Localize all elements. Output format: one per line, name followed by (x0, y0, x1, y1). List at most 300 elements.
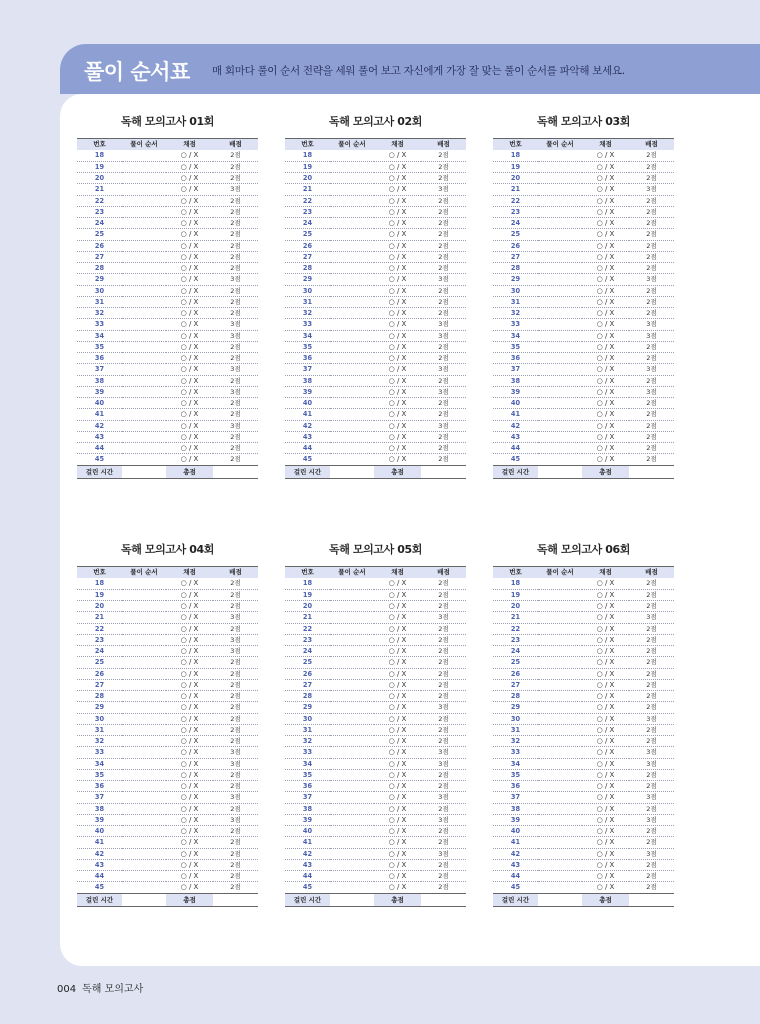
grading-cell[interactable]: ○ / X (374, 251, 421, 262)
order-cell[interactable] (330, 184, 374, 195)
order-cell[interactable] (122, 702, 166, 713)
order-cell[interactable] (330, 713, 374, 724)
grading-cell[interactable]: ○ / X (374, 308, 421, 319)
order-cell[interactable] (122, 454, 166, 465)
order-cell[interactable] (330, 229, 374, 240)
order-cell[interactable] (122, 420, 166, 431)
grading-cell[interactable]: ○ / X (166, 353, 213, 364)
grading-cell[interactable]: ○ / X (582, 375, 629, 386)
time-cell[interactable] (538, 465, 582, 478)
order-cell[interactable] (538, 240, 582, 251)
grading-cell[interactable]: ○ / X (374, 589, 421, 600)
order-cell[interactable] (122, 161, 166, 172)
grading-cell[interactable]: ○ / X (166, 206, 213, 217)
order-cell[interactable] (330, 848, 374, 859)
order-cell[interactable] (538, 747, 582, 758)
grading-cell[interactable]: ○ / X (374, 274, 421, 285)
order-cell[interactable] (330, 161, 374, 172)
order-cell[interactable] (122, 285, 166, 296)
grading-cell[interactable]: ○ / X (582, 747, 629, 758)
order-cell[interactable] (122, 319, 166, 330)
order-cell[interactable] (122, 308, 166, 319)
order-cell[interactable] (122, 859, 166, 870)
order-cell[interactable] (122, 589, 166, 600)
grading-cell[interactable]: ○ / X (582, 882, 629, 893)
total-cell[interactable] (629, 893, 674, 906)
grading-cell[interactable]: ○ / X (166, 409, 213, 420)
grading-cell[interactable]: ○ / X (166, 724, 213, 735)
order-cell[interactable] (538, 859, 582, 870)
order-cell[interactable] (122, 386, 166, 397)
grading-cell[interactable]: ○ / X (582, 353, 629, 364)
order-cell[interactable] (122, 623, 166, 634)
order-cell[interactable] (330, 646, 374, 657)
grading-cell[interactable]: ○ / X (582, 781, 629, 792)
order-cell[interactable] (122, 218, 166, 229)
grading-cell[interactable]: ○ / X (374, 679, 421, 690)
grading-cell[interactable]: ○ / X (166, 634, 213, 645)
grading-cell[interactable]: ○ / X (582, 623, 629, 634)
order-cell[interactable] (538, 398, 582, 409)
grading-cell[interactable]: ○ / X (166, 826, 213, 837)
order-cell[interactable] (330, 679, 374, 690)
grading-cell[interactable]: ○ / X (582, 285, 629, 296)
order-cell[interactable] (330, 364, 374, 375)
grading-cell[interactable]: ○ / X (374, 758, 421, 769)
grading-cell[interactable]: ○ / X (166, 431, 213, 442)
grading-cell[interactable]: ○ / X (166, 814, 213, 825)
order-cell[interactable] (538, 792, 582, 803)
order-cell[interactable] (330, 319, 374, 330)
grading-cell[interactable]: ○ / X (582, 443, 629, 454)
order-cell[interactable] (122, 691, 166, 702)
grading-cell[interactable]: ○ / X (374, 150, 421, 161)
grading-cell[interactable]: ○ / X (582, 420, 629, 431)
order-cell[interactable] (538, 848, 582, 859)
order-cell[interactable] (330, 375, 374, 386)
grading-cell[interactable]: ○ / X (166, 679, 213, 690)
grading-cell[interactable]: ○ / X (166, 420, 213, 431)
grading-cell[interactable]: ○ / X (374, 657, 421, 668)
grading-cell[interactable]: ○ / X (374, 229, 421, 240)
order-cell[interactable] (330, 330, 374, 341)
order-cell[interactable] (122, 668, 166, 679)
grading-cell[interactable]: ○ / X (166, 218, 213, 229)
order-cell[interactable] (538, 330, 582, 341)
grading-cell[interactable]: ○ / X (582, 657, 629, 668)
order-cell[interactable] (122, 443, 166, 454)
grading-cell[interactable]: ○ / X (166, 161, 213, 172)
grading-cell[interactable]: ○ / X (374, 837, 421, 848)
grading-cell[interactable]: ○ / X (166, 341, 213, 352)
total-cell[interactable] (213, 893, 258, 906)
grading-cell[interactable]: ○ / X (374, 668, 421, 679)
grading-cell[interactable]: ○ / X (582, 758, 629, 769)
grading-cell[interactable]: ○ / X (166, 758, 213, 769)
order-cell[interactable] (538, 691, 582, 702)
grading-cell[interactable]: ○ / X (582, 454, 629, 465)
order-cell[interactable] (122, 184, 166, 195)
order-cell[interactable] (122, 240, 166, 251)
order-cell[interactable] (122, 747, 166, 758)
order-cell[interactable] (122, 341, 166, 352)
grading-cell[interactable]: ○ / X (374, 646, 421, 657)
order-cell[interactable] (122, 837, 166, 848)
grading-cell[interactable]: ○ / X (582, 578, 629, 589)
grading-cell[interactable]: ○ / X (582, 713, 629, 724)
grading-cell[interactable]: ○ / X (166, 150, 213, 161)
grading-cell[interactable]: ○ / X (582, 814, 629, 825)
order-cell[interactable] (330, 263, 374, 274)
time-cell[interactable] (330, 465, 374, 478)
time-cell[interactable] (122, 465, 166, 478)
order-cell[interactable] (538, 826, 582, 837)
order-cell[interactable] (330, 398, 374, 409)
total-cell[interactable] (421, 893, 466, 906)
order-cell[interactable] (330, 274, 374, 285)
order-cell[interactable] (330, 589, 374, 600)
order-cell[interactable] (538, 263, 582, 274)
grading-cell[interactable]: ○ / X (374, 341, 421, 352)
order-cell[interactable] (538, 803, 582, 814)
total-cell[interactable] (421, 465, 466, 478)
grading-cell[interactable]: ○ / X (374, 713, 421, 724)
order-cell[interactable] (330, 657, 374, 668)
grading-cell[interactable]: ○ / X (582, 736, 629, 747)
grading-cell[interactable]: ○ / X (582, 612, 629, 623)
order-cell[interactable] (122, 758, 166, 769)
order-cell[interactable] (538, 646, 582, 657)
grading-cell[interactable]: ○ / X (374, 826, 421, 837)
grading-cell[interactable]: ○ / X (166, 386, 213, 397)
order-cell[interactable] (330, 859, 374, 870)
order-cell[interactable] (122, 375, 166, 386)
order-cell[interactable] (538, 251, 582, 262)
grading-cell[interactable]: ○ / X (374, 195, 421, 206)
order-cell[interactable] (330, 578, 374, 589)
grading-cell[interactable]: ○ / X (374, 454, 421, 465)
order-cell[interactable] (538, 623, 582, 634)
order-cell[interactable] (330, 218, 374, 229)
order-cell[interactable] (122, 601, 166, 612)
order-cell[interactable] (538, 668, 582, 679)
order-cell[interactable] (330, 341, 374, 352)
order-cell[interactable] (122, 274, 166, 285)
order-cell[interactable] (330, 386, 374, 397)
order-cell[interactable] (538, 308, 582, 319)
order-cell[interactable] (538, 713, 582, 724)
grading-cell[interactable]: ○ / X (166, 319, 213, 330)
grading-cell[interactable]: ○ / X (374, 218, 421, 229)
grading-cell[interactable]: ○ / X (374, 386, 421, 397)
order-cell[interactable] (538, 837, 582, 848)
grading-cell[interactable]: ○ / X (374, 859, 421, 870)
grading-cell[interactable]: ○ / X (374, 330, 421, 341)
order-cell[interactable] (122, 353, 166, 364)
grading-cell[interactable]: ○ / X (166, 691, 213, 702)
order-cell[interactable] (330, 837, 374, 848)
grading-cell[interactable]: ○ / X (374, 612, 421, 623)
grading-cell[interactable]: ○ / X (166, 747, 213, 758)
grading-cell[interactable]: ○ / X (374, 296, 421, 307)
grading-cell[interactable]: ○ / X (582, 274, 629, 285)
order-cell[interactable] (538, 285, 582, 296)
order-cell[interactable] (122, 736, 166, 747)
grading-cell[interactable]: ○ / X (166, 173, 213, 184)
grading-cell[interactable]: ○ / X (582, 296, 629, 307)
order-cell[interactable] (122, 769, 166, 780)
grading-cell[interactable]: ○ / X (166, 612, 213, 623)
order-cell[interactable] (122, 195, 166, 206)
grading-cell[interactable]: ○ / X (166, 882, 213, 893)
order-cell[interactable] (122, 781, 166, 792)
order-cell[interactable] (330, 431, 374, 442)
order-cell[interactable] (122, 814, 166, 825)
grading-cell[interactable]: ○ / X (582, 859, 629, 870)
grading-cell[interactable]: ○ / X (374, 319, 421, 330)
order-cell[interactable] (330, 691, 374, 702)
order-cell[interactable] (122, 364, 166, 375)
grading-cell[interactable]: ○ / X (582, 646, 629, 657)
grading-cell[interactable]: ○ / X (582, 702, 629, 713)
order-cell[interactable] (122, 409, 166, 420)
grading-cell[interactable]: ○ / X (374, 206, 421, 217)
grading-cell[interactable]: ○ / X (582, 263, 629, 274)
order-cell[interactable] (122, 871, 166, 882)
grading-cell[interactable]: ○ / X (582, 589, 629, 600)
grading-cell[interactable]: ○ / X (582, 218, 629, 229)
grading-cell[interactable]: ○ / X (166, 792, 213, 803)
order-cell[interactable] (122, 634, 166, 645)
order-cell[interactable] (330, 668, 374, 679)
order-cell[interactable] (122, 679, 166, 690)
grading-cell[interactable]: ○ / X (582, 792, 629, 803)
grading-cell[interactable]: ○ / X (582, 386, 629, 397)
order-cell[interactable] (122, 206, 166, 217)
grading-cell[interactable]: ○ / X (374, 398, 421, 409)
order-cell[interactable] (330, 612, 374, 623)
grading-cell[interactable]: ○ / X (582, 240, 629, 251)
order-cell[interactable] (330, 409, 374, 420)
order-cell[interactable] (538, 758, 582, 769)
grading-cell[interactable]: ○ / X (166, 713, 213, 724)
order-cell[interactable] (330, 173, 374, 184)
grading-cell[interactable]: ○ / X (374, 353, 421, 364)
order-cell[interactable] (330, 308, 374, 319)
grading-cell[interactable]: ○ / X (166, 375, 213, 386)
order-cell[interactable] (122, 578, 166, 589)
grading-cell[interactable]: ○ / X (374, 871, 421, 882)
order-cell[interactable] (330, 702, 374, 713)
grading-cell[interactable]: ○ / X (166, 229, 213, 240)
order-cell[interactable] (330, 623, 374, 634)
order-cell[interactable] (330, 251, 374, 262)
order-cell[interactable] (330, 285, 374, 296)
grading-cell[interactable]: ○ / X (582, 826, 629, 837)
order-cell[interactable] (538, 871, 582, 882)
grading-cell[interactable]: ○ / X (166, 668, 213, 679)
order-cell[interactable] (538, 736, 582, 747)
grading-cell[interactable]: ○ / X (166, 364, 213, 375)
order-cell[interactable] (122, 792, 166, 803)
grading-cell[interactable]: ○ / X (166, 251, 213, 262)
grading-cell[interactable]: ○ / X (582, 871, 629, 882)
grading-cell[interactable]: ○ / X (166, 646, 213, 657)
grading-cell[interactable]: ○ / X (166, 589, 213, 600)
order-cell[interactable] (538, 578, 582, 589)
grading-cell[interactable]: ○ / X (374, 882, 421, 893)
order-cell[interactable] (538, 769, 582, 780)
grading-cell[interactable]: ○ / X (582, 330, 629, 341)
order-cell[interactable] (538, 218, 582, 229)
grading-cell[interactable]: ○ / X (374, 702, 421, 713)
grading-cell[interactable]: ○ / X (582, 195, 629, 206)
grading-cell[interactable]: ○ / X (374, 173, 421, 184)
grading-cell[interactable]: ○ / X (166, 195, 213, 206)
grading-cell[interactable]: ○ / X (166, 296, 213, 307)
grading-cell[interactable]: ○ / X (166, 803, 213, 814)
order-cell[interactable] (330, 814, 374, 825)
order-cell[interactable] (122, 251, 166, 262)
order-cell[interactable] (538, 657, 582, 668)
grading-cell[interactable]: ○ / X (374, 724, 421, 735)
grading-cell[interactable]: ○ / X (582, 341, 629, 352)
order-cell[interactable] (122, 713, 166, 724)
order-cell[interactable] (122, 612, 166, 623)
grading-cell[interactable]: ○ / X (582, 848, 629, 859)
total-cell[interactable] (213, 465, 258, 478)
order-cell[interactable] (330, 443, 374, 454)
grading-cell[interactable]: ○ / X (582, 161, 629, 172)
order-cell[interactable] (330, 758, 374, 769)
grading-cell[interactable]: ○ / X (374, 792, 421, 803)
grading-cell[interactable]: ○ / X (582, 769, 629, 780)
order-cell[interactable] (538, 206, 582, 217)
order-cell[interactable] (122, 296, 166, 307)
order-cell[interactable] (330, 454, 374, 465)
grading-cell[interactable]: ○ / X (166, 443, 213, 454)
order-cell[interactable] (538, 679, 582, 690)
grading-cell[interactable]: ○ / X (374, 375, 421, 386)
order-cell[interactable] (538, 229, 582, 240)
grading-cell[interactable]: ○ / X (374, 578, 421, 589)
grading-cell[interactable]: ○ / X (374, 364, 421, 375)
order-cell[interactable] (538, 601, 582, 612)
order-cell[interactable] (330, 882, 374, 893)
grading-cell[interactable]: ○ / X (374, 814, 421, 825)
total-cell[interactable] (629, 465, 674, 478)
grading-cell[interactable]: ○ / X (582, 431, 629, 442)
order-cell[interactable] (330, 420, 374, 431)
order-cell[interactable] (330, 240, 374, 251)
order-cell[interactable] (538, 274, 582, 285)
order-cell[interactable] (122, 826, 166, 837)
order-cell[interactable] (330, 601, 374, 612)
grading-cell[interactable]: ○ / X (374, 848, 421, 859)
grading-cell[interactable]: ○ / X (374, 623, 421, 634)
order-cell[interactable] (330, 871, 374, 882)
grading-cell[interactable]: ○ / X (374, 431, 421, 442)
order-cell[interactable] (122, 398, 166, 409)
grading-cell[interactable]: ○ / X (374, 420, 421, 431)
order-cell[interactable] (122, 848, 166, 859)
order-cell[interactable] (538, 420, 582, 431)
order-cell[interactable] (538, 702, 582, 713)
grading-cell[interactable]: ○ / X (582, 724, 629, 735)
order-cell[interactable] (122, 229, 166, 240)
order-cell[interactable] (122, 724, 166, 735)
order-cell[interactable] (538, 195, 582, 206)
time-cell[interactable] (330, 893, 374, 906)
grading-cell[interactable]: ○ / X (582, 803, 629, 814)
grading-cell[interactable]: ○ / X (166, 657, 213, 668)
grading-cell[interactable]: ○ / X (374, 184, 421, 195)
grading-cell[interactable]: ○ / X (374, 634, 421, 645)
order-cell[interactable] (122, 657, 166, 668)
order-cell[interactable] (538, 634, 582, 645)
order-cell[interactable] (330, 195, 374, 206)
grading-cell[interactable]: ○ / X (582, 634, 629, 645)
grading-cell[interactable]: ○ / X (166, 859, 213, 870)
grading-cell[interactable]: ○ / X (582, 691, 629, 702)
grading-cell[interactable]: ○ / X (582, 364, 629, 375)
grading-cell[interactable]: ○ / X (166, 848, 213, 859)
order-cell[interactable] (122, 882, 166, 893)
grading-cell[interactable]: ○ / X (582, 601, 629, 612)
grading-cell[interactable]: ○ / X (582, 668, 629, 679)
grading-cell[interactable]: ○ / X (582, 206, 629, 217)
grading-cell[interactable]: ○ / X (582, 409, 629, 420)
order-cell[interactable] (538, 443, 582, 454)
order-cell[interactable] (330, 150, 374, 161)
order-cell[interactable] (330, 353, 374, 364)
grading-cell[interactable]: ○ / X (166, 308, 213, 319)
order-cell[interactable] (538, 781, 582, 792)
grading-cell[interactable]: ○ / X (582, 398, 629, 409)
order-cell[interactable] (538, 364, 582, 375)
grading-cell[interactable]: ○ / X (166, 240, 213, 251)
grading-cell[interactable]: ○ / X (374, 691, 421, 702)
grading-cell[interactable]: ○ / X (582, 251, 629, 262)
grading-cell[interactable]: ○ / X (582, 229, 629, 240)
order-cell[interactable] (330, 781, 374, 792)
order-cell[interactable] (330, 736, 374, 747)
order-cell[interactable] (330, 296, 374, 307)
order-cell[interactable] (538, 589, 582, 600)
order-cell[interactable] (538, 161, 582, 172)
grading-cell[interactable]: ○ / X (374, 736, 421, 747)
grading-cell[interactable]: ○ / X (166, 702, 213, 713)
order-cell[interactable] (538, 184, 582, 195)
grading-cell[interactable]: ○ / X (374, 781, 421, 792)
order-cell[interactable] (122, 646, 166, 657)
grading-cell[interactable]: ○ / X (166, 330, 213, 341)
grading-cell[interactable]: ○ / X (374, 409, 421, 420)
grading-cell[interactable]: ○ / X (166, 578, 213, 589)
grading-cell[interactable]: ○ / X (166, 601, 213, 612)
order-cell[interactable] (538, 724, 582, 735)
grading-cell[interactable]: ○ / X (166, 736, 213, 747)
grading-cell[interactable]: ○ / X (582, 308, 629, 319)
grading-cell[interactable]: ○ / X (166, 781, 213, 792)
order-cell[interactable] (330, 826, 374, 837)
time-cell[interactable] (538, 893, 582, 906)
order-cell[interactable] (122, 431, 166, 442)
order-cell[interactable] (538, 296, 582, 307)
order-cell[interactable] (330, 634, 374, 645)
order-cell[interactable] (122, 150, 166, 161)
grading-cell[interactable]: ○ / X (582, 319, 629, 330)
